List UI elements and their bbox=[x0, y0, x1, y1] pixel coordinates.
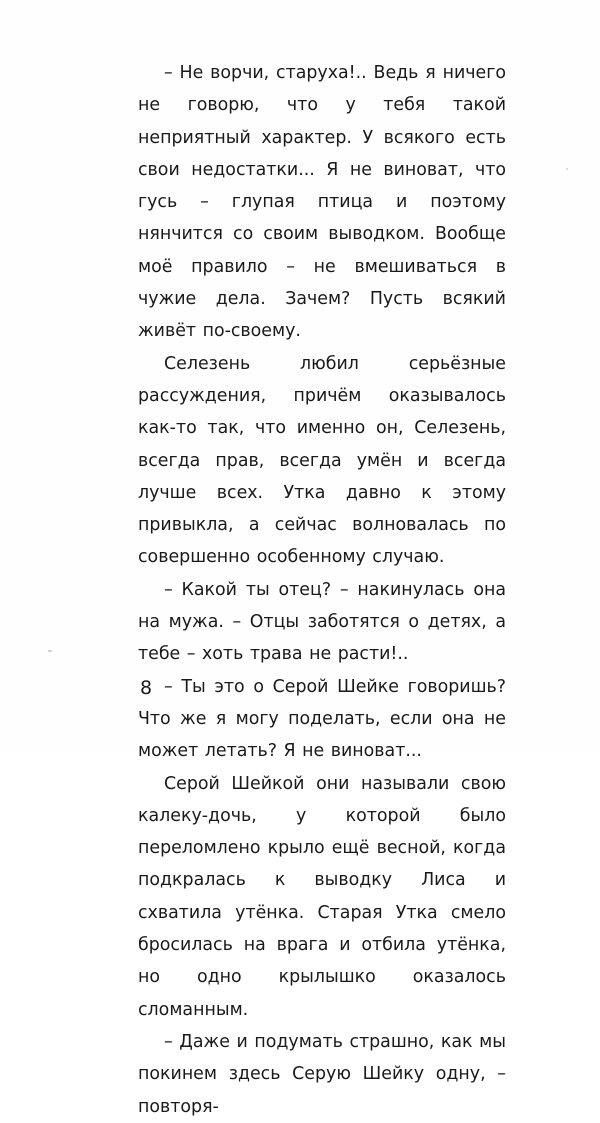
paragraph-5: Серой Шейкой они называли свою калеку-дочь, у которой было переломлено крыло ещё весной, когда подкралась к выводку Лиса и схватила утёнка. Старая Утка смело бросилась на врага и отбила утёнка, но одно крылышко оказалось сломанным. bbox=[138, 773, 506, 1020]
text-column bbox=[138, 57, 506, 1123]
page-number: 8 bbox=[140, 677, 153, 699]
paper-speck bbox=[566, 168, 568, 170]
paragraph-4: – Ты это о Серой Шейке говоришь? Что же я могу поделать, если она не может летать? Я не виноват... bbox=[138, 676, 506, 762]
paragraph-2: Селезень любил серьёзные рассуждения, причём оказывалось как-то так, что именно он, Селезень, всегда прав, всегда умён и всегда лучше всех. Утка давно к этому привыкла, а сейчас волновалась по совершенно особенному случаю. bbox=[138, 353, 506, 568]
paragraph-3: – Какой ты отец? – накинулась она на мужа. – Отцы заботятся о детях, а тебе – хоть трава не расти!.. bbox=[138, 579, 506, 665]
paragraph-1: – Не ворчи, старуха!.. Ведь я ничего не говорю, что у тебя такой неприятный характер. У всякого есть свои недостатки... Я не виноват, что гусь – глупая птица и поэтому нянчится со своим выводком. Вообще моё правило – не вмешиваться в чужие дела. Зачем? Пусть всякий живёт по-своему. bbox=[138, 63, 506, 342]
paper-speck bbox=[48, 650, 52, 652]
paragraph-6: – Даже и подумать страшно, как мы покинем здесь Серую Шейку одну, – повторя- bbox=[138, 1031, 506, 1117]
